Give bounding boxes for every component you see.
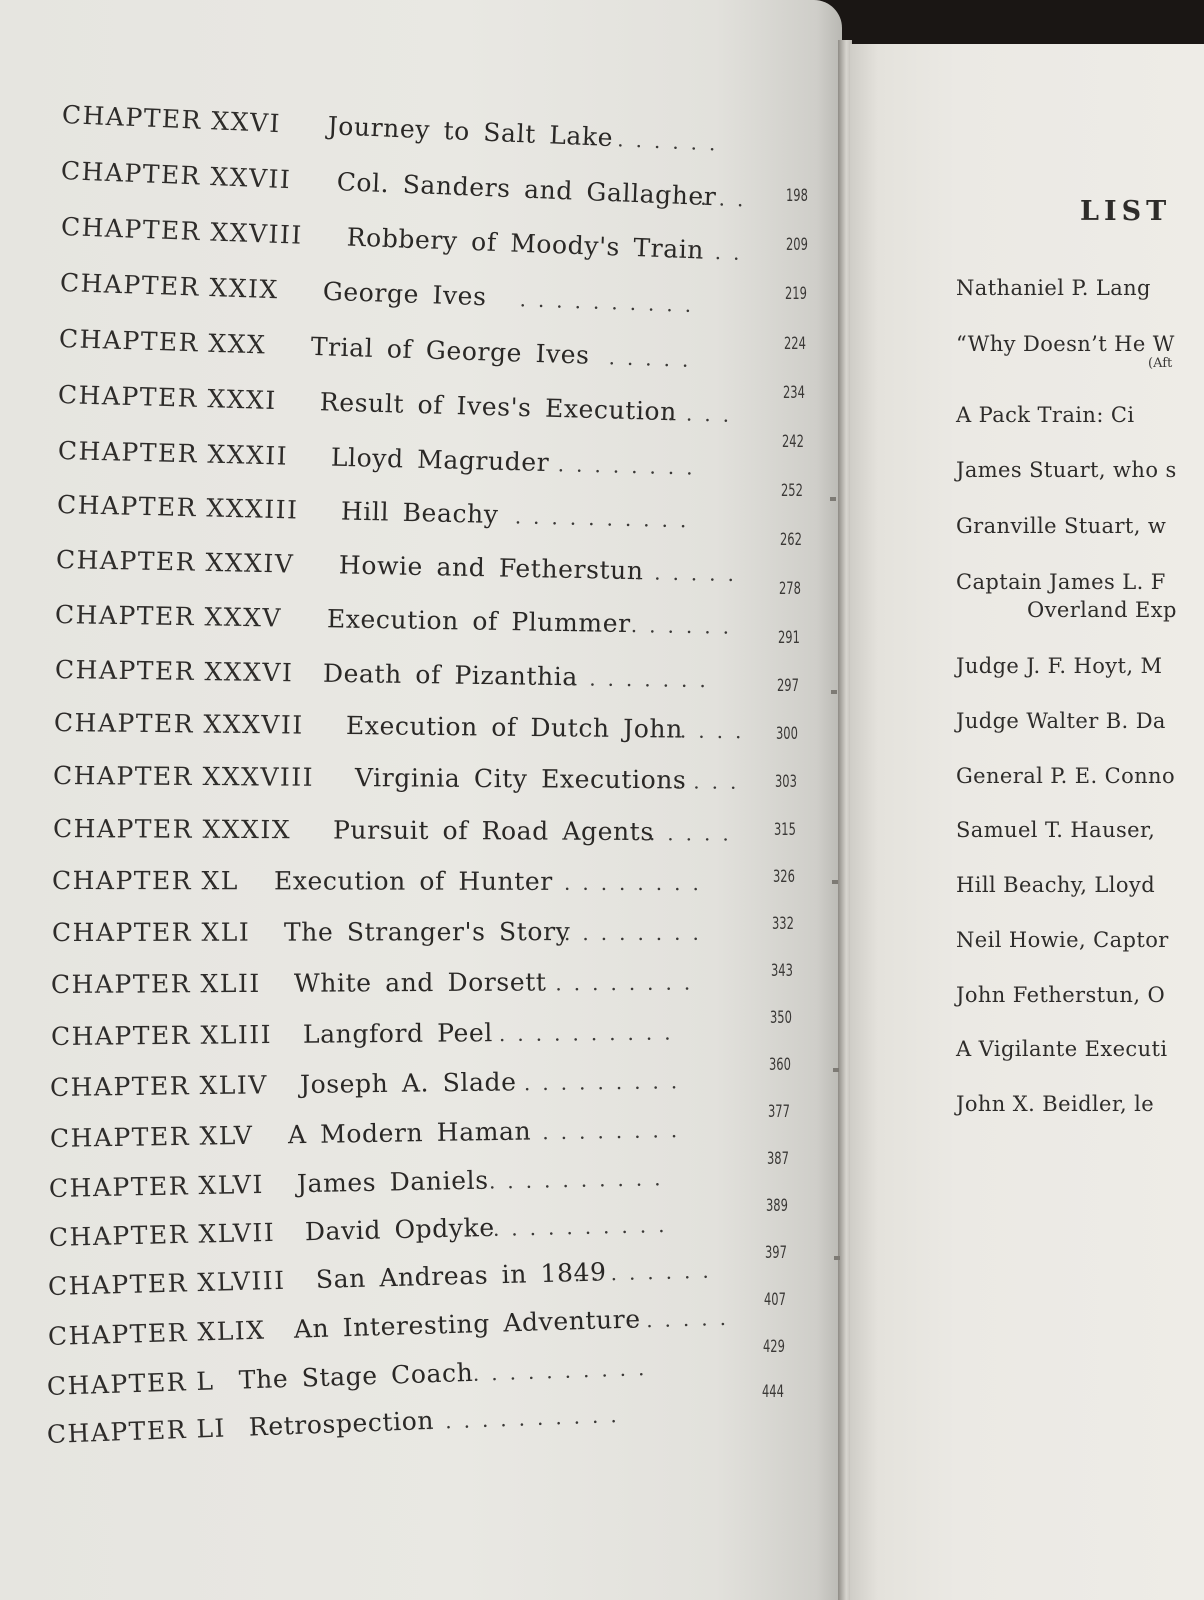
chapter-title: Lloyd Magruder	[330, 442, 550, 478]
chapter-number: CHAPTER XXXII	[57, 436, 289, 471]
toc-row	[48, 1212, 677, 1253]
toc-row	[46, 1355, 657, 1402]
illustration-item: John X. Beidler, le	[956, 1092, 1155, 1116]
leader-dots: ......	[630, 613, 742, 639]
toc-row	[57, 436, 705, 480]
page-number: 262	[780, 530, 802, 550]
chapter-title: The Stage Coach	[238, 1357, 474, 1395]
toc-row	[46, 1402, 630, 1450]
page-number: 219	[785, 284, 807, 304]
page-number: 303	[775, 772, 797, 792]
leader-dots: ..........	[488, 1166, 673, 1194]
leader-dots: ........	[570, 666, 718, 693]
chapter-title: Langford Peel	[302, 1018, 494, 1049]
page-number: 350	[770, 1008, 792, 1028]
leader-dots: ........	[557, 452, 705, 480]
chapter-number: CHAPTER XLIII	[50, 1020, 273, 1051]
page-number: 387	[767, 1149, 789, 1169]
leader-dots: ..........	[492, 1212, 677, 1241]
chapter-number: CHAPTER XLIX	[47, 1315, 266, 1351]
illustration-item: Captain James L. F	[956, 570, 1166, 594]
chapter-number: CHAPTER XXX	[58, 324, 267, 360]
chapter-title: The Stranger's Story	[283, 917, 571, 947]
leader-dots: ......	[627, 1305, 739, 1333]
chapter-number: CHAPTER XXXVII	[53, 708, 304, 740]
page-number: 332	[772, 914, 794, 934]
chapter-title: White and Dorsett	[293, 967, 547, 998]
chapter-title: Howie and Fetherstun	[338, 550, 644, 586]
chapter-title: Robbery of Moody's Train	[346, 222, 705, 265]
chapter-number: CHAPTER L	[46, 1366, 215, 1401]
illustration-item: General P. E. Conno	[956, 764, 1176, 788]
illustration-item: James Stuart, who s	[956, 458, 1177, 482]
toc-row	[60, 212, 753, 266]
leader-dots: .........	[523, 1117, 690, 1145]
illustration-item: Hill Beachy, Lloyd	[956, 873, 1156, 897]
chapter-number: CHAPTER XXVI	[61, 100, 282, 139]
leader-dots: .........	[536, 970, 703, 996]
toc-row	[55, 545, 747, 587]
chapter-title: Col. Sanders and Gallagher	[336, 167, 717, 212]
leader-dots: .........	[523, 1069, 690, 1096]
chapter-number: CHAPTER XLI	[51, 917, 251, 947]
page-number: 397	[765, 1243, 787, 1263]
illustration-item: Judge J. F. Hoyt, M	[956, 654, 1163, 678]
chapter-number: CHAPTER XLVII	[48, 1217, 276, 1252]
chapter-title: Joseph A. Slade	[299, 1067, 517, 1099]
chapter-title: David Opdyke	[304, 1212, 495, 1247]
illustration-item: Judge Walter B. Da	[956, 709, 1166, 733]
page-number: 209	[786, 235, 808, 255]
chapter-number: CHAPTER XXXIII	[56, 490, 299, 525]
toc-row	[61, 100, 729, 156]
illustration-note: (Aft	[1148, 356, 1173, 371]
chapter-title: A Modern Haman	[287, 1116, 532, 1150]
illustration-item: Granville Stuart, w	[956, 514, 1167, 538]
leader-dots: ...	[696, 239, 753, 266]
binding-stitch	[830, 497, 836, 501]
page-number: 252	[781, 481, 803, 501]
chapter-number: CHAPTER XL	[51, 866, 239, 896]
toc-row	[56, 490, 699, 533]
illustration-item: Samuel T. Hauser,	[956, 818, 1156, 842]
chapter-number: CHAPTER XLVI	[48, 1169, 265, 1203]
chapter-number: CHAPTER XLV	[49, 1120, 254, 1153]
chapter-number: CHAPTER XXVIII	[60, 212, 304, 250]
toc-row	[57, 380, 742, 428]
leader-dots: .....	[648, 821, 741, 846]
chapter-title: Trial of George Ives	[310, 331, 591, 370]
chapter-number: CHAPTER XXXIV	[55, 545, 295, 579]
page-number: 444	[762, 1382, 784, 1402]
leader-dots: ........	[563, 920, 711, 946]
chapter-number: CHAPTER XLVIII	[47, 1265, 286, 1301]
leader-dots: ....	[679, 718, 754, 744]
page-number: 224	[784, 334, 806, 354]
leader-dots: ....	[667, 401, 742, 428]
chapter-title: An Interesting Adventure	[293, 1304, 642, 1344]
page-number: 407	[764, 1290, 786, 1310]
chapter-title: Execution of Hunter	[273, 866, 553, 896]
binding-stitch	[834, 1256, 840, 1260]
page-number: 360	[769, 1055, 791, 1075]
chapter-title: Hill Beachy	[340, 496, 499, 530]
page-number: 326	[773, 867, 795, 887]
leader-dots: ..........	[514, 504, 699, 533]
toc-row	[59, 268, 704, 318]
leader-dots: ....	[674, 769, 749, 794]
illustration-item: “Why Doesn’t He W	[956, 332, 1175, 356]
leader-dots: ......	[616, 127, 729, 156]
list-heading: LIST	[1080, 196, 1172, 227]
toc-row	[58, 324, 701, 373]
chapter-number: CHAPTER XXXIX	[52, 814, 292, 845]
leader-dots: ........	[573, 1258, 721, 1287]
chapter-number: CHAPTER XXXV	[54, 600, 283, 633]
toc-row	[47, 1304, 739, 1352]
page-number: 343	[771, 961, 793, 981]
chapter-number: CHAPTER XXXVI	[54, 655, 294, 688]
illustration-item: Neil Howie, Captor	[956, 928, 1169, 952]
chapter-number: CHAPTER XLIV	[49, 1070, 268, 1102]
illustration-item-continuation: Overland Exp	[1027, 598, 1177, 622]
chapter-number: CHAPTER XXXVIII	[52, 761, 315, 792]
leader-dots: ......	[635, 560, 747, 587]
leader-dots: ..........	[472, 1355, 657, 1386]
chapter-title: James Daniels	[296, 1165, 489, 1199]
leader-dots: .....	[608, 345, 701, 373]
illustration-item: A Pack Train: Ci	[956, 403, 1135, 427]
illustration-item: Nathaniel P. Lang	[956, 276, 1151, 300]
leader-dots: ..........	[498, 1020, 683, 1047]
binding-stitch	[831, 690, 837, 694]
chapter-title: San Andreas in 1849	[315, 1257, 607, 1294]
leader-dots: ...........	[426, 1402, 630, 1435]
chapter-title: Execution of Plummer	[326, 604, 631, 639]
page-number: 315	[774, 820, 796, 840]
leader-dots: ........	[563, 870, 711, 896]
page-number: 242	[782, 432, 804, 452]
page-number: 234	[783, 383, 805, 403]
leader-dots: ...	[699, 185, 756, 212]
page-number: 297	[777, 676, 799, 696]
chapter-title: Journey to Salt Lake	[327, 111, 614, 153]
page-number: 377	[768, 1102, 790, 1122]
toc-row	[60, 156, 756, 212]
chapter-number: CHAPTER XXIX	[59, 268, 280, 305]
chapter-title: Retrospection	[248, 1405, 435, 1442]
chapter-title: Virginia City Executions	[354, 763, 687, 795]
chapter-number: CHAPTER XLII	[50, 968, 261, 999]
page-number: 389	[766, 1196, 788, 1216]
chapter-number: CHAPTER XXXI	[57, 380, 278, 416]
illustration-item: John Fetherstun, O	[956, 983, 1166, 1007]
leader-dots: ..........	[519, 287, 704, 318]
chapter-title: Result of Ives's Execution	[319, 387, 678, 427]
page-number: 300	[776, 724, 798, 744]
page-number: 198	[786, 186, 808, 206]
toc-row	[47, 1257, 721, 1302]
page-number: 429	[763, 1337, 785, 1357]
chapter-title: George Ives	[322, 276, 488, 312]
chapter-title: Pursuit of Road Agents	[332, 815, 654, 847]
chapter-number: CHAPTER XXVII	[60, 156, 292, 195]
page-number: 291	[778, 628, 800, 648]
binding-stitch	[832, 880, 838, 884]
toc-row	[48, 1165, 673, 1204]
chapter-number: CHAPTER LI	[46, 1413, 227, 1449]
chapter-title: Execution of Dutch John	[345, 711, 684, 744]
binding-stitch	[833, 1068, 839, 1072]
chapter-title: Death of Pizanthia	[322, 658, 579, 692]
page-number: 278	[779, 579, 801, 599]
illustration-item: A Vigilante Executi	[956, 1037, 1168, 1061]
